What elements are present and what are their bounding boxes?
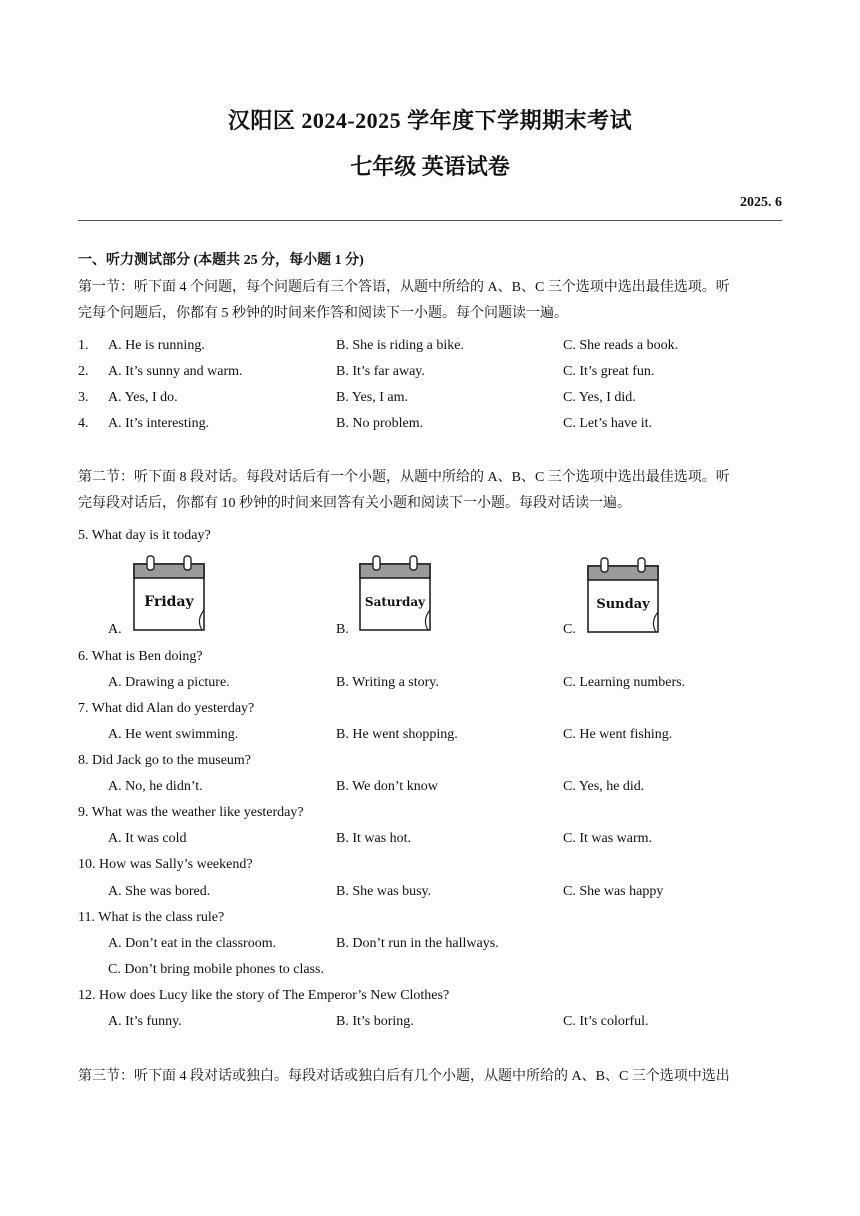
question-item — [78, 364, 788, 384]
option-c: C. She was happy — [563, 884, 664, 899]
option-b: B. It’s far away. — [336, 364, 425, 379]
question-options — [78, 936, 788, 956]
question-item — [78, 338, 788, 358]
part3-instructions — [78, 1064, 784, 1090]
question-12: 12. How does Lucy like the story of The Emperor’s New Clothes? — [78, 988, 450, 1003]
question-11: 11. What is the class rule? — [78, 910, 225, 925]
option-c: C. Let’s have it. — [563, 416, 653, 431]
question-options — [78, 831, 788, 851]
option-b: B. No problem. — [336, 416, 424, 431]
question-options — [78, 779, 788, 799]
question-9: 9. What was the weather like yesterday? — [78, 805, 304, 820]
question-10: 10. How was Sally’s weekend? — [78, 857, 253, 872]
question-number: 3. — [78, 390, 89, 405]
option-c: C. Yes, I did. — [563, 390, 636, 405]
option-a: A. No, he didn’t. — [108, 779, 203, 794]
part1-instructions-line2: 完每个问题后，你都有 5 秒钟的时间来作答和阅读下一小题。每个问题读一遍。 — [78, 306, 568, 321]
part2-instructions-line2: 完每段对话后，你都有 10 秒钟的时间来回答有关小题和阅读下一小题。每段对话读一遍。 — [78, 496, 631, 511]
option-c: C. Learning numbers. — [563, 675, 686, 690]
calendar-friday-icon — [130, 554, 210, 634]
part1-instructions — [78, 275, 784, 327]
question-item — [78, 390, 788, 410]
exam-title: 汉阳区 2024-2025 学年度下学期期末考试 — [227, 108, 633, 133]
option-b: B. It was hot. — [336, 831, 412, 846]
option-c: C. Don’t bring mobile phones to class. — [108, 962, 324, 977]
option-a: A. It was cold — [108, 831, 187, 846]
option-b: B. Don’t run in the hallways. — [336, 936, 499, 951]
option-a: A. He is running. — [108, 338, 205, 353]
part2-instructions-line1: 第二节：听下面 8 段对话。每段对话后有一个小题，从题中所给的 A、B、C 三个选项中选出最佳选项。听 — [78, 470, 730, 485]
option-b-label: B. — [336, 622, 349, 637]
section-heading: 一、听力测试部分 (本题共 25 分，每小题 1 分) — [78, 253, 364, 268]
question-8: 8. Did Jack go to the museum? — [78, 753, 252, 768]
part1-instructions-line1: 第一节：听下面 4 个问题，每个问题后有三个答语，从题中所给的 A、B、C 三个选项中选出最佳选项。听 — [78, 280, 730, 295]
part2-instructions — [78, 465, 784, 517]
option-c: C. Yes, he did. — [563, 779, 645, 794]
option-a: A. It’s interesting. — [108, 416, 210, 431]
option-b: B. Writing a story. — [336, 675, 439, 690]
question-5: 5. What day is it today? — [78, 528, 211, 543]
question-6: 6. What is Ben doing? — [78, 649, 203, 664]
part3-instructions-line1: 第三节：听下面 4 段对话或独白。每段对话或独白后有几个小题，从题中所给的 A、B、C 三个选项中选出 — [78, 1069, 730, 1084]
option-a: A. She was bored. — [108, 884, 211, 899]
question-options — [78, 884, 788, 904]
option-b: B. She was busy. — [336, 884, 432, 899]
calendar-day-c: Sunday — [596, 597, 650, 612]
calendar-day-b: Saturday — [364, 595, 426, 609]
option-a-label: A. — [108, 622, 122, 637]
option-a: A. It’s sunny and warm. — [108, 364, 243, 379]
question-options — [78, 962, 788, 982]
exam-subtitle: 七年级 英语试卷 — [350, 154, 510, 179]
calendar-day-a: Friday — [144, 594, 194, 610]
option-a: A. Yes, I do. — [108, 390, 178, 405]
header-divider — [78, 220, 782, 221]
option-a: A. It’s funny. — [108, 1014, 182, 1029]
question-7: 7. What did Alan do yesterday? — [78, 701, 255, 716]
option-a: A. He went swimming. — [108, 727, 239, 742]
option-a: A. Drawing a picture. — [108, 675, 230, 690]
option-b: B. Yes, I am. — [336, 390, 408, 405]
question-options — [78, 1014, 788, 1034]
question-item — [78, 416, 788, 436]
question-number: 2. — [78, 364, 89, 379]
option-c-label: C. — [563, 622, 576, 637]
option-b: B. We don’t know — [336, 779, 438, 794]
question-number: 4. — [78, 416, 89, 431]
calendar-sunday-icon — [584, 556, 664, 636]
option-c: C. It’s great fun. — [563, 364, 655, 379]
question-options — [78, 727, 788, 747]
question-options — [78, 675, 788, 695]
option-c: C. He went fishing. — [563, 727, 673, 742]
option-b: B. It’s boring. — [336, 1014, 414, 1029]
exam-date: 2025. 6 — [740, 195, 782, 210]
calendar-saturday-icon — [356, 554, 436, 634]
option-a: A. Don’t eat in the classroom. — [108, 936, 277, 951]
option-c: C. She reads a book. — [563, 338, 679, 353]
option-b: B. He went shopping. — [336, 727, 458, 742]
question-number: 1. — [78, 338, 89, 353]
option-b: B. She is riding a bike. — [336, 338, 464, 353]
option-c: C. It was warm. — [563, 831, 653, 846]
option-c: C. It’s colorful. — [563, 1014, 649, 1029]
